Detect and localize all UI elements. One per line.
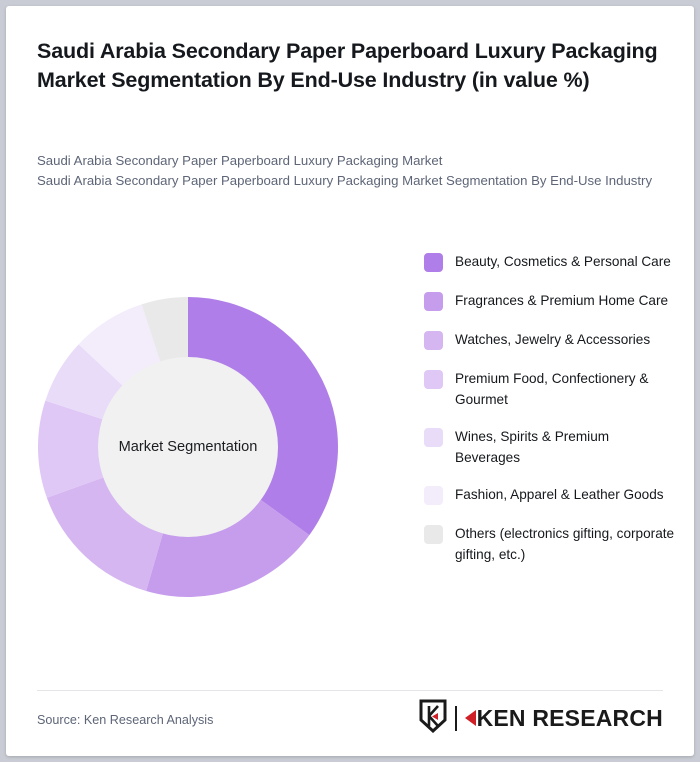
- subtitle-line-2: Saudi Arabia Secondary Paper Paperboard Luxury Packaging Market Segmentation By End-Use Industry: [37, 172, 653, 188]
- legend-item[interactable]: [424, 330, 680, 352]
- legend-item[interactable]: [424, 291, 680, 313]
- chart-subtitle: [37, 151, 673, 190]
- chart-legend: [424, 252, 680, 565]
- legend-item[interactable]: [424, 252, 680, 274]
- logo-divider: [455, 706, 457, 731]
- page-title: Saudi Arabia Secondary Paper Paperboard Luxury Packaging Market Segmentation By End-Use Industry (in value %): [37, 39, 658, 92]
- legend-swatch-icon: [424, 428, 443, 447]
- donut-chart: [37, 296, 339, 598]
- legend-item[interactable]: [424, 524, 680, 565]
- logo-wordmark: [465, 705, 663, 732]
- donut-svg: [37, 296, 339, 598]
- source-note: Source: Ken Research Analysis: [37, 713, 214, 727]
- subtitle-line-1: Saudi Arabia Secondary Paper Paperboard Luxury Packaging Market: [37, 153, 443, 168]
- legend-item-label: Premium Food, Confectionery & Gourmet: [455, 371, 649, 407]
- legend-item[interactable]: [424, 369, 680, 410]
- legend-item-label: Others (electronics gifting, corporate gifting, etc.): [455, 526, 675, 562]
- legend-item-label: Beauty, Cosmetics & Personal Care: [455, 254, 671, 269]
- legend-item-label: Fashion, Apparel & Leather Goods: [455, 487, 664, 502]
- legend-item[interactable]: [424, 485, 680, 507]
- donut-center-label: Market Segmentation: [118, 439, 258, 455]
- legend-swatch-icon: [424, 253, 443, 272]
- legend-item-label: Watches, Jewelry & Accessories: [455, 332, 651, 347]
- logo-triangle-icon: [465, 710, 476, 726]
- shield-icon: [418, 699, 448, 738]
- donut-hole: [98, 357, 278, 537]
- legend-swatch-icon: [424, 525, 443, 544]
- legend-item[interactable]: [424, 427, 680, 468]
- ken-research-logo: [418, 701, 663, 735]
- legend-swatch-icon: [424, 292, 443, 311]
- legend-item-label: Wines, Spirits & Premium Beverages: [455, 429, 610, 465]
- footer-divider: [37, 690, 663, 691]
- legend-swatch-icon: [424, 370, 443, 389]
- logo-text-label: KEN RESEARCH: [476, 704, 663, 731]
- legend-swatch-icon: [424, 486, 443, 505]
- chart-card: [6, 6, 694, 756]
- legend-item-label: Fragrances & Premium Home Care: [455, 293, 669, 308]
- chart-area: [6, 234, 694, 674]
- legend-swatch-icon: [424, 331, 443, 350]
